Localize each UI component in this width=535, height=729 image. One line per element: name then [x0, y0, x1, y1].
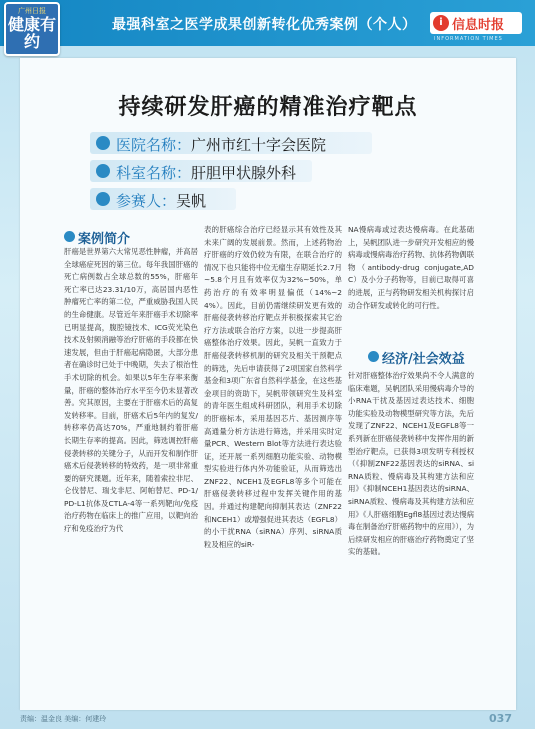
- info-label: 科室名称：: [116, 164, 192, 182]
- header-banner: [0, 0, 535, 51]
- article-column-3a: NA慢病毒或过表达慢病毒。在此基础上，吴帆团队进一步研究开发相应的慢病毒或慢病毒治疗药物、抗体药物偶联物（antibody-drug conjugate,ADC）及小分子药物等，目前已取得可喜的进展，正与药物研发相关机构探讨启动合作研发或转化的可行性。: [348, 225, 474, 310]
- article-column-1: 肝癌是世界第六大常见恶性肿瘤，并高居全球癌症死因的第三位。每年我国肝癌的死亡病例数占全球总数的55%，肝癌年死亡率已达23.31/10万，高居国内恶性肿瘤死亡率的第二位，严重威胁我国人民的生命健康。尽管近年来肝癌手术切除率已明显提高，腹腔镜技术、ICG荧光染色技术及射频消融等治疗肝癌的手段都在快速发展，但由于肝癌起病隐匿，大部分患者在确诊时已处于中晚期，失去了根治性手术切除的机会。如果以5年生存率来衡量，肝癌的整体治疗水平至今仍未显著改善。究其原因，主要在于肝癌术后的高复发转移率。目前，肝癌术后5年内的复发/转移率仍高达70%，严重地制约着肝癌长期生存率的提高。因此，筛选调控肝癌侵袭转移的关键分子，从而开发和制作肝癌术后侵袭转移的特效药，是一项非常重要的研究课题。近年来，随着索拉非尼、仑伐替尼、瑞戈非尼、阿帕替尼、PD-1/PD-L1抗体及CTLA-4等一系列靶向/免疫治疗药物在临床上的推广应用，以靶向治疗和免疫治疗为代: [64, 247, 198, 534]
- bullet-icon: [96, 164, 110, 178]
- bullet-icon: [368, 351, 379, 362]
- info-label: 医院名称：: [116, 136, 192, 154]
- bullet-icon: [96, 192, 110, 206]
- bullet-icon: [96, 136, 110, 150]
- editor-credit: 责编：温金良 美编：何建玲: [20, 715, 107, 723]
- page-footer: [20, 712, 516, 729]
- bullet-icon: [64, 231, 75, 242]
- header-title: 最强科室之医学成果创新转化优秀案例（个人）: [112, 17, 417, 33]
- info-participant: [90, 188, 236, 210]
- brand-logo-icon: i: [433, 15, 449, 31]
- article-column-3b: 针对肝癌整体治疗效果尚不令人满意的临床难题，吴帆团队采用慢病毒介导的小RNA干扰及基因过表达技术、细胞功能实验及动物模型研究等方法，先后发现了ZNF22、NCEH1及EGFL8等一系列新在肝癌侵袭转移中发挥作用的新型治疗靶点，已获得3项发明专利授权（《抑制ZNF22基因表达的siRNA、siRNA质粒、慢病毒及其构建方法和应用》《抑制NCEH1基因表达的siRNA、siRNA质粒、慢病毒及其构建方法和应用》《人肝癌细胞Egfl8基因过表达慢病毒在制备治疗肝癌药物中的应用》），为后续研发相应的肝癌治疗药物奠定了坚实的基础。: [348, 371, 474, 557]
- article-column-2: 表的肝癌综合治疗已经显示其有效性及其未来广阔的发展前景。然而，上述药物治疗肝癌的疗效仍较为有限，在联合治疗的情况下也只能将中位无瘤生存期延长2.7月~5.8个月且有效率仅为32%~50%，单药治疗的有效率明显偏低（14%~24%）。因此，目前仍需继续研发更有效的肝癌侵袭转移治疗靶点并积极探索其它治疗方法或联合治疗方案，以进一步提高肝癌整体治疗效果。因此，吴帆一直致力于肝癌侵袭转移机制的研究及相关干预靶点的筛选，先后申请获得了2项国家自然科学基金和3项广东省自然科学基金，在这些基金项目的资助下，吴帆带领研究生及科室的青年医生组成科研团队，利用手术切除的肝癌标本，采用基因芯片、基因测序等高通量分析方法进行筛选，并采用实时定量PCR、Western Blot等方法进行表达验证，还开展一系列细胞功能实验、动物模型实验进行体内外功能验证，从而筛选出ZNF22、NCEH1及EGFL8等多个可能在肝癌侵袭转移过程中发挥关键作用的基因。并通过构建靶向抑制其表达（ZNF22和NCEH1）或增强促进其表达（EGFL8）的小干扰RNA（siRNA）序列、siRNA质粒及相应的siR-: [204, 225, 342, 549]
- info-value: 广州市红十字会医院: [191, 136, 327, 154]
- info-label: 参赛人：: [116, 192, 177, 210]
- logo-top-text: 广州日报: [18, 7, 46, 15]
- brand-badge: [430, 12, 522, 34]
- newspaper-logo: [4, 2, 60, 56]
- brand-subtitle: INFORMATION TIMES: [434, 36, 503, 42]
- info-hospital: [90, 132, 372, 154]
- info-department: [90, 160, 312, 182]
- brand-name: 信息时报: [452, 18, 505, 33]
- section-title: 案例简介: [78, 232, 131, 247]
- info-value: 肝胆甲状腺外科: [191, 164, 297, 182]
- section-title: 经济/社会效益: [382, 352, 465, 367]
- logo-main-text: 健康有约: [8, 15, 57, 51]
- info-value: 吴帆: [176, 192, 207, 210]
- page-number: 037: [489, 712, 512, 725]
- article-card: [20, 58, 516, 710]
- article-title: 持续研发肝癌的精准治疗靶点: [118, 94, 418, 120]
